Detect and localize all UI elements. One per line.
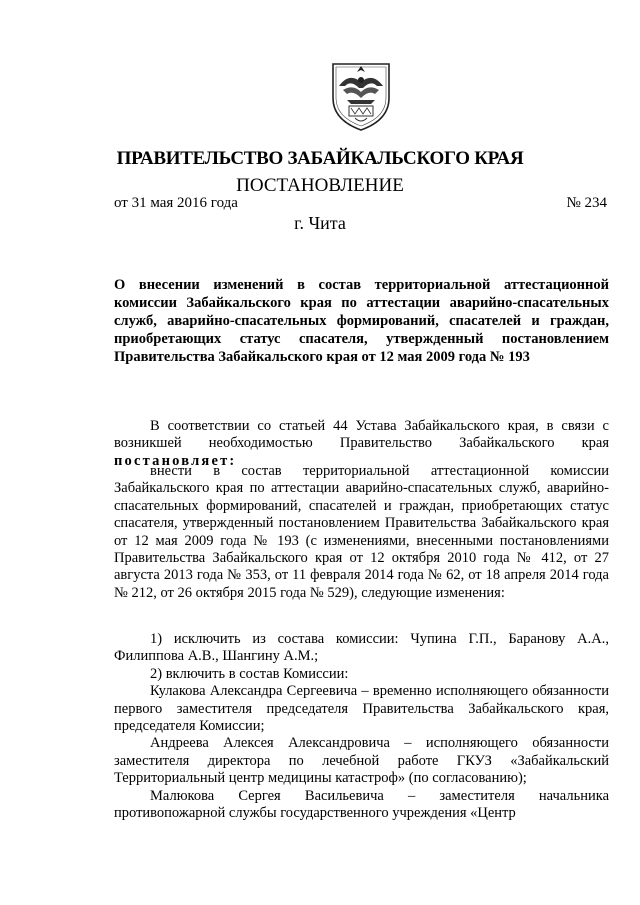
document-type: ПОСТАНОВЛЕНИЕ	[236, 175, 404, 196]
list-item: Андреева Алексея Александровича – исполняющего обязанности заместителя директора по лечебной работе ГКУЗ «Забайкальский Территориальный центр медицины катастроф» (по согласованию);	[114, 735, 609, 787]
document-date: от 31 мая 2016 года	[114, 195, 238, 211]
list-item: Малюкова Сергея Васильевича – заместителя начальника противопожарной службы государственного учреждения «Центр	[114, 787, 609, 822]
document-title: О внесении изменений в состав территориальной аттестационной комиссии Забайкальского края по аттестации аварийно-спасательных служб, аварийно-спасательных формирований, спасателей и граждан, приобретающих статус спасателя, утвержденный постановлением Правительства Забайкальского края от 12 мая 2009 года № 193	[114, 277, 609, 365]
list-item: 1) исключить из состава комиссии: Чупина Г.П., Баранову А.А., Филиппова А.В., Шангину А.М.;	[114, 631, 609, 665]
document-number: № 234	[566, 195, 607, 211]
list-item: 2) включить в состав Комиссии:	[150, 665, 349, 682]
resolves-word: постановляет:	[114, 452, 237, 469]
zabaikalsky-krai-coat-of-arms-icon	[329, 60, 393, 132]
document-city: г. Чита	[294, 213, 346, 233]
main-paragraph	[114, 463, 609, 602]
list-item: Кулакова Александра Сергеевича – временно исполняющего обязанности первого заместителя председателя Правительства Забайкальского края, председателя Комиссии;	[114, 683, 609, 735]
government-name: ПРАВИТЕЛЬСТВО ЗАБАЙКАЛЬСКОГО КРАЯ	[116, 148, 524, 169]
main-text: внести в состав территориальной аттестационной комиссии Забайкальского края по аттестации аварийно-спасательных служб, аварийно-спасательных формирований, спасателей и граждан, приобретающих статус спасателя, утвержденный постановлением Правительства Забайкальского края от 12 мая 2009 года № 193 (с изменениями, внесенными постановлениями Правительства Забайкальского края от 12 октября 2010 года № 412, от 27 августа 2013 года № 353, от 11 февраля 2014 года № 62, от 18 апреля 2014 года № 212, от 26 октября 2015 года № 529), следующие изменения:	[114, 463, 609, 601]
changes-list	[114, 631, 609, 822]
intro-text: В соответствии со статьей 44 Устава Забайкальского края, в связи с возникшей необходимостью Правительство Забайкальского края	[114, 418, 609, 452]
